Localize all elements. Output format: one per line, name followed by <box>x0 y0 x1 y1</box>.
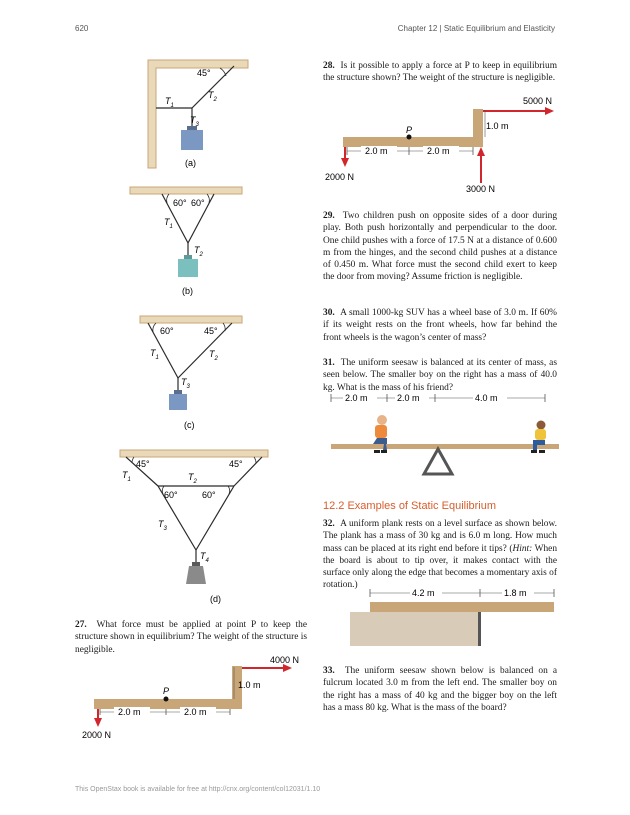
fig31-dist1: 2.0 m <box>345 393 368 403</box>
footer-text: This OpenStax book is available for free at http://cnx.org/content/col12031/1.10 <box>75 786 321 793</box>
fig28-height: 1.0 m <box>486 121 509 131</box>
problem-29 <box>323 210 557 284</box>
fig-c-t2: T <box>209 349 215 359</box>
fig-b-t1: T <box>164 217 170 227</box>
fig-a-angle: 45° <box>197 68 211 78</box>
fig-c-t3-sub: 3 <box>186 384 190 390</box>
fig28-point: P <box>406 125 413 135</box>
problem-28-number: 28. <box>323 61 335 71</box>
figure-a <box>140 58 260 188</box>
fig-c-angle2: 45° <box>204 326 218 336</box>
svg-text:T1 <box>150 348 159 361</box>
fig-b-angle1: 60° <box>173 198 187 208</box>
figure-27 <box>80 656 310 741</box>
page-number: 620 <box>75 24 89 33</box>
problem-29-number: 29. <box>323 211 335 221</box>
problem-32-number: 32. <box>323 519 335 529</box>
problem-30 <box>323 307 557 344</box>
figure-d <box>112 448 272 608</box>
fig-a-t3: T <box>190 115 196 125</box>
svg-text:T2 <box>188 472 198 485</box>
fig-c-t1-sub: 1 <box>155 355 159 361</box>
svg-text:T4 <box>200 551 210 564</box>
figure-31 <box>327 390 567 480</box>
problem-28 <box>323 60 557 85</box>
problem-30-number: 30. <box>323 308 335 318</box>
fig28-dist1: 2.0 m <box>365 146 388 156</box>
fig-b-angle2: 60° <box>191 198 205 208</box>
fig-b-t2: T <box>194 245 200 255</box>
fig-c-t3: T <box>181 377 187 387</box>
figure-b <box>122 185 252 300</box>
problem-33-text: The uniform seesaw shown below is balanced on a fulcrum located 3.0 m from the left end. The smaller boy on the right has a mass of 40 kg and the bigger boy on the left has a mass 80 kg. What is the mass of the board? <box>323 666 557 713</box>
fig28-dist2: 2.0 m <box>427 146 450 156</box>
fig27-dist2: 2.0 m <box>184 707 207 717</box>
fig-d-angle4: 60° <box>202 490 216 500</box>
fig32-dist2: 1.8 m <box>504 588 527 598</box>
problem-32-text-pre: A uniform plank rests on a level surface as shown below. The plank has a mass of 30 kg and is 6.0 m long. How much mass can be placed at its right end before it tips? ( <box>323 519 557 554</box>
problem-28-text: Is it possible to apply a force at P to keep in equilibrium the structure shown? The weight of the structure is negligible. <box>323 61 558 84</box>
fig-d-t2-sub: 2 <box>193 479 197 485</box>
svg-text:T3 <box>181 377 191 390</box>
figure-32 <box>350 588 570 648</box>
svg-text:T1 <box>165 96 174 109</box>
fig-d-angle2: 45° <box>229 459 243 469</box>
fig31-dist3: 4.0 m <box>475 393 498 403</box>
fig-b-t1-sub: 1 <box>169 224 173 230</box>
problem-32-hint: Hint: <box>512 543 533 554</box>
fig-d-t4-sub: 4 <box>205 558 209 564</box>
problem-32 <box>323 518 557 592</box>
fig-d-t1: T <box>122 470 128 480</box>
fig-c-t1: T <box>150 348 156 358</box>
svg-text:T3 <box>158 519 168 532</box>
problem-27-number: 27. <box>75 620 87 630</box>
fig-a-t1-sub: 1 <box>170 103 174 109</box>
fig27-force-bottom: 2000 N <box>82 730 112 740</box>
svg-text:T1 <box>164 217 173 230</box>
fig-d-t3-sub: 3 <box>163 526 167 532</box>
fig27-height: 1.0 m <box>238 680 261 690</box>
fig-c-t2-sub: 2 <box>214 356 218 362</box>
fig-a-caption: (a) <box>185 158 196 168</box>
fig-c-caption: (c) <box>184 420 195 430</box>
fig28-force-top: 5000 N <box>523 96 553 106</box>
fig-c-angle1: 60° <box>160 326 174 336</box>
fig28-force-bottom: 3000 N <box>466 184 496 194</box>
problem-29-text: Two children push on opposite sides of a door during play. Both push horizontally and perpendicular to the door. One child pushes with a force of 17.5 N at a distance of 0.600 m from the hinges, and the second child pushes at a distance of 0.450 m. What force must the second child exert to keep the door from moving? Assume friction is negligible. <box>323 211 558 283</box>
fig-d-t4: T <box>200 551 206 561</box>
fig27-dist1: 2.0 m <box>118 707 141 717</box>
figure-28 <box>323 93 563 193</box>
fig-b-caption: (b) <box>182 286 193 296</box>
fig-d-t2: T <box>188 472 194 482</box>
fig27-force-top: 4000 N <box>270 655 300 665</box>
fig-d-t1-sub: 1 <box>127 477 131 483</box>
problem-27-text: What force must be applied at point P to keep the structure shown in equilibrium? The weight of the structure is negligible. <box>75 620 308 655</box>
figure-c <box>132 314 262 434</box>
problem-31-number: 31. <box>323 358 335 368</box>
problem-27 <box>75 619 307 656</box>
fig28-force-left: 2000 N <box>325 172 355 182</box>
fig-a-t3-sub: 3 <box>195 122 199 128</box>
problem-31 <box>323 357 557 394</box>
fig-a-t2: T <box>208 90 214 100</box>
svg-text:T2 <box>194 245 204 258</box>
problem-31-text: The uniform seesaw is balanced at its center of mass, as seen below. The smaller boy on the right has a mass of 40.0 kg. What is the mass of his friend? <box>323 358 557 393</box>
fig32-dist1: 4.2 m <box>412 588 435 598</box>
svg-text:T2 <box>208 90 218 103</box>
problem-33-number: 33. <box>323 666 335 676</box>
fig27-point: P <box>163 686 170 696</box>
fig-d-caption: (d) <box>210 594 221 604</box>
chapter-header: Chapter 12 | Static Equilibrium and Elasticity <box>397 24 555 33</box>
fig-b-t2-sub: 2 <box>199 252 203 258</box>
fig-d-angle3: 60° <box>164 490 178 500</box>
fig-d-angle1: 45° <box>136 459 150 469</box>
fig-a-t2-sub: 2 <box>213 97 217 103</box>
svg-text:T2 <box>209 349 219 362</box>
problem-30-text: A small 1000-kg SUV has a wheel base of 3.0 m. If 60% if its weight rests on the front wheels, how far behind the front wheels is the wagon’s center of mass? <box>323 308 557 343</box>
svg-text:T1 <box>122 470 131 483</box>
problem-33 <box>323 665 557 714</box>
fig31-dist2: 2.0 m <box>397 393 420 403</box>
fig-d-t3: T <box>158 519 164 529</box>
fig-a-t1: T <box>165 96 171 106</box>
problem-32-text-post: When the board is about to tip over, it makes contact with the surface only along the edge that becomes a momentary axis of rotation.) <box>323 543 558 591</box>
section-title: 12.2 Examples of Static Equilibrium <box>323 500 497 512</box>
